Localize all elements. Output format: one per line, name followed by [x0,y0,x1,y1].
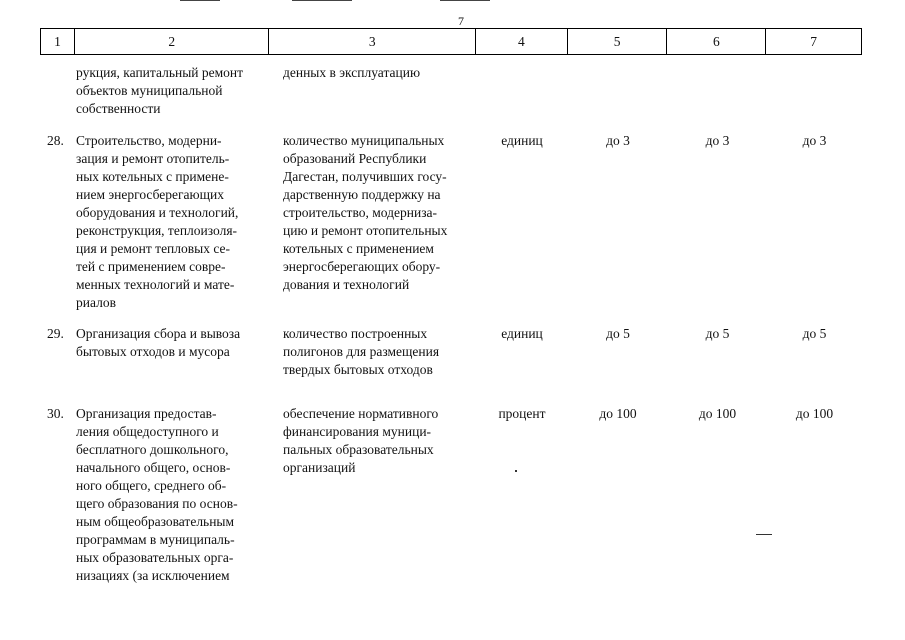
row-value-5: до 3 [606,133,630,148]
text-line: Строительство, модерни- [76,133,222,148]
text-line: строительство, модерниза- [283,205,438,220]
text-line: Дагестан, получивших госу- [283,169,447,184]
page-number: 7 [458,14,464,28]
row-value-7: до 3 [802,133,827,148]
row-indicator [283,132,473,294]
row-value-6: до 3 [705,133,730,148]
text-line: твердых бытовых отходов [283,362,433,377]
text-line: собственности [76,101,161,116]
text-line: ция и ремонт тепловых се- [76,241,230,256]
text-line: щего образования по основ- [76,496,238,511]
text-line: начального общего, основ- [76,460,231,475]
text-line: Организация сбора и вывоза [76,326,241,341]
cont-row-name [76,64,265,118]
text-line: объектов муниципальной [76,83,223,98]
scan-artifact-line [440,0,490,1]
text-line: пальных образовательных [283,442,434,457]
row-name [76,132,265,312]
text-line: ных котельных с примене- [76,169,229,184]
text-line: обеспечение нормативного [283,406,439,421]
text-line: низациях (за исключением [76,568,230,583]
header-col-1: 1 [41,29,75,54]
header-col-5: 5 [568,29,668,54]
cont-row-indicator [283,64,473,82]
row-indicator [283,405,473,477]
text-line: ления общедоступного и [76,424,219,439]
text-line: денных в эксплуатацию [283,65,421,80]
row-unit: единиц [501,326,543,341]
text-line: менных технологий и мате- [76,277,235,292]
row-name [76,405,265,585]
row-unit: процент [498,406,546,421]
row-value-7: до 5 [802,326,827,341]
text-line: бесплатного дошкольного, [76,442,229,457]
text-line: нием энергосберегающих [76,187,224,202]
text-line: ного общего, среднего об- [76,478,227,493]
row-value-5: до 100 [599,406,637,421]
text-line: котельных с применением [283,241,434,256]
text-line: количество муниципальных [283,133,445,148]
scan-artifact-line [180,0,220,1]
row-unit: единиц [501,133,543,148]
row-value-7: до 100 [795,406,834,421]
text-line: образований Республики [283,151,427,166]
scan-speck [515,470,517,472]
header-col-7: 7 [810,34,817,49]
row-number: 29. [47,326,64,341]
text-line: ным общеобразовательным [76,514,235,529]
row-indicator [283,325,473,379]
row-number: 28. [47,133,64,148]
text-line: программам в муниципаль- [76,532,235,547]
row-number: 30. [47,406,64,421]
text-line: энергосберегающих обору- [283,259,441,274]
text-line: оборудования и технологий, [76,205,239,220]
text-line: полигонов для размещения [283,344,440,359]
text-line: цию и ремонт отопительных [283,223,448,238]
row-value-6: до 5 [705,326,730,341]
text-line: дарственную поддержку на [283,187,441,202]
text-line: реконструкция, теплоизоля- [76,223,238,238]
text-line: риалов [76,295,116,310]
text-line: ных образовательных орга- [76,550,234,565]
header-col-4: 4 [476,29,568,54]
text-line: количество построенных [283,326,428,341]
header-col-3: 3 [269,29,476,54]
text-line: дования и технологий [283,277,410,292]
text-line: тей с применением совре- [76,259,226,274]
text-line: финансирования муници- [283,424,432,439]
scan-artifact-line [292,0,352,1]
text-line: бытовых отходов и мусора [76,344,230,359]
header-col-2: 2 [75,29,270,54]
text-line: зация и ремонт отопитель- [76,151,230,166]
row-value-6: до 100 [698,406,737,421]
row-value-5: до 5 [606,326,630,341]
scan-speck [756,534,772,535]
text-line: Организация предостав- [76,406,217,421]
row-name [76,325,265,361]
table-header [40,28,862,55]
header-col-6: 6 [667,29,766,54]
text-line: организаций [283,460,356,475]
text-line: рукция, капитальный ремонт [76,65,244,80]
